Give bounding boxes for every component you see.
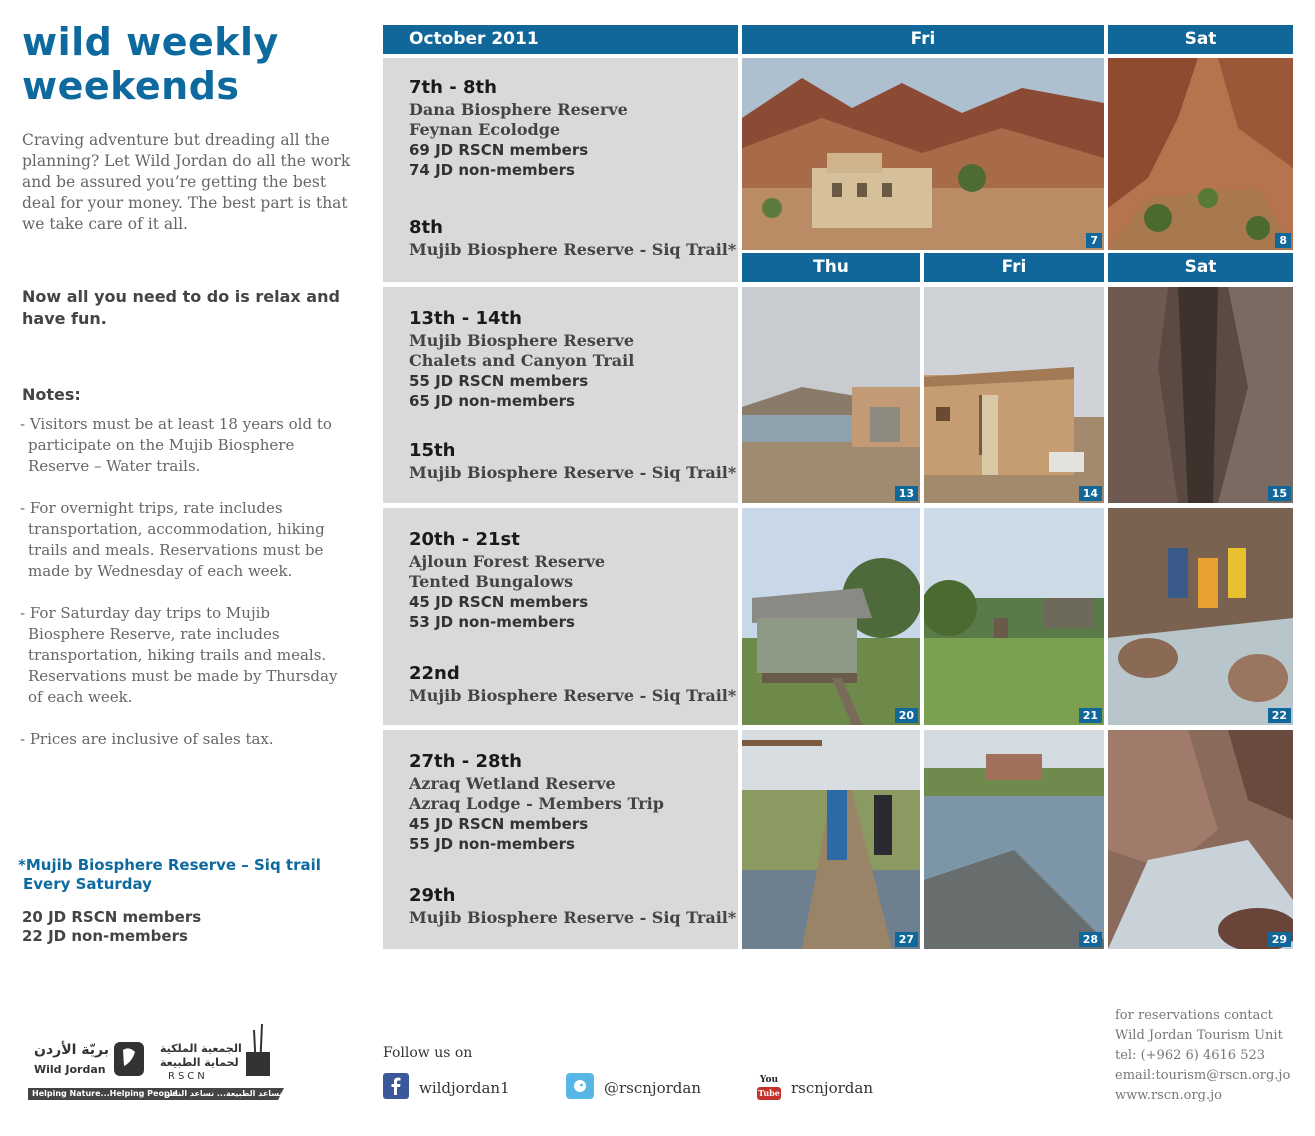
logo-tagline-arabic: نساعد الطبيعة... نساعد الناس bbox=[164, 1089, 283, 1098]
logo-rscn-text: RSCN bbox=[168, 1071, 208, 1082]
photo-feynan-ecolodge bbox=[742, 58, 1104, 250]
photo-tented-bungalow bbox=[742, 508, 920, 725]
row-dates: 13th - 14th bbox=[409, 308, 522, 329]
siq-heading-line-1: *Mujib Biosphere Reserve – Siq trail bbox=[18, 856, 321, 874]
row-place-2: Azraq Lodge - Members Trip bbox=[409, 794, 664, 813]
photo-rock-waterfall bbox=[1108, 730, 1293, 949]
photo-forest-bungalows bbox=[924, 508, 1104, 725]
photo-chalet-seaview bbox=[742, 287, 920, 503]
row-place-1: Azraq Wetland Reserve bbox=[409, 774, 616, 793]
row-siq-date: 29th bbox=[409, 885, 456, 906]
row-price-members: 55 JD RSCN members bbox=[409, 372, 589, 390]
row-siq-text: Mujib Biosphere Reserve - Siq Trail* bbox=[409, 463, 737, 482]
row-siq-text: Mujib Biosphere Reserve - Siq Trail* bbox=[409, 686, 737, 705]
notes-list bbox=[20, 414, 350, 771]
day-number: 15 bbox=[1268, 486, 1291, 501]
row-siq-text: Mujib Biosphere Reserve - Siq Trail* bbox=[409, 908, 737, 927]
logo-rscn-arabic-1: الجمعية الملكية bbox=[160, 1042, 242, 1055]
organization-logos bbox=[28, 1022, 288, 1102]
facebook-icon bbox=[383, 1073, 409, 1103]
row-place-2: Tented Bungalows bbox=[409, 572, 574, 591]
row-dates: 27th - 28th bbox=[409, 751, 522, 772]
row-price-nonmembers: 74 JD non-members bbox=[409, 161, 575, 179]
note-item: - Visitors must be at least 18 years old to participate on the Mujib Biosphere Reserve – Water trails. bbox=[20, 415, 332, 475]
note-item: - Prices are inclusive of sales tax. bbox=[20, 730, 274, 748]
row-siq-date: 22nd bbox=[409, 663, 460, 684]
weekend-row-2 bbox=[383, 287, 738, 503]
page-title bbox=[22, 20, 362, 108]
row-place-2: Chalets and Canyon Trail bbox=[409, 351, 635, 370]
facebook-link[interactable] bbox=[383, 1074, 510, 1102]
day-number: 13 bbox=[895, 486, 918, 501]
day-number: 21 bbox=[1079, 708, 1102, 723]
twitter-handle: @rscnjordan bbox=[604, 1079, 701, 1097]
contact-email[interactable]: email:tourism@rscn.org.jo bbox=[1115, 1068, 1291, 1083]
logo-wildjordan-text: Wild Jordan bbox=[34, 1063, 106, 1076]
day-number: 29 bbox=[1268, 932, 1291, 947]
day-number: 8 bbox=[1275, 233, 1291, 248]
row-place-1: Dana Biosphere Reserve bbox=[409, 100, 628, 119]
day-number: 20 bbox=[895, 708, 918, 723]
twitter-icon bbox=[566, 1073, 594, 1103]
row-siq-date: 8th bbox=[409, 217, 443, 238]
photo-mujib-siq bbox=[1108, 58, 1293, 250]
siq-trail-heading bbox=[18, 856, 348, 894]
row-siq-text: Mujib Biosphere Reserve - Siq Trail* bbox=[409, 240, 737, 259]
row-place-1: Mujib Biosphere Reserve bbox=[409, 331, 634, 350]
youtube-handle: rscnjordan bbox=[791, 1079, 873, 1097]
photo-water-trail-hikers bbox=[1108, 508, 1293, 725]
row-place-1: Ajloun Forest Reserve bbox=[409, 552, 606, 571]
intro-text: Craving adventure but dreading all the planning? Let Wild Jordan do all the work and be assured you’re getting the best deal for your money. The best part is that we take care of it all. bbox=[22, 131, 351, 233]
weekend-row-3 bbox=[383, 508, 738, 725]
day-number: 28 bbox=[1079, 932, 1102, 947]
day-number: 22 bbox=[1268, 708, 1291, 723]
row-dates: 7th - 8th bbox=[409, 77, 497, 98]
contact-website[interactable]: www.rscn.org.jo bbox=[1115, 1088, 1222, 1103]
logo-tagline: Helping Nature...Helping People bbox=[32, 1089, 178, 1098]
relax-text: Now all you need to do is relax and have fun. bbox=[22, 287, 340, 328]
reservation-contact bbox=[1115, 1006, 1310, 1106]
month-header: October 2011 bbox=[383, 25, 738, 54]
contact-line: Wild Jordan Tourism Unit bbox=[1115, 1028, 1283, 1043]
notes-heading: Notes: bbox=[22, 385, 81, 404]
day-header-fri-2: Fri bbox=[924, 253, 1104, 282]
row-dates: 20th - 21st bbox=[409, 529, 520, 550]
follow-us-label: Follow us on bbox=[383, 1045, 473, 1061]
youtube-icon-tube: Tube bbox=[758, 1088, 780, 1098]
weekend-row-1 bbox=[383, 58, 738, 282]
row-siq-date: 15th bbox=[409, 440, 456, 461]
day-number: 27 bbox=[895, 932, 918, 947]
note-item: - For Saturday day trips to Mujib Biosphere Reserve, rate includes transportation, hiking trails and meals. Reservations must be made by Thursday of each week. bbox=[20, 604, 338, 706]
facebook-handle: wildjordan1 bbox=[419, 1079, 510, 1097]
title-line-1: wild weekly bbox=[22, 20, 279, 64]
weekend-row-4 bbox=[383, 730, 738, 949]
photo-boardwalk bbox=[742, 730, 920, 949]
contact-phone: tel: (+962 6) 4616 523 bbox=[1115, 1048, 1266, 1063]
contact-line: for reservations contact bbox=[1115, 1008, 1273, 1023]
row-price-members: 45 JD RSCN members bbox=[409, 593, 589, 611]
row-place-2: Feynan Ecolodge bbox=[409, 120, 561, 139]
day-header-fri: Fri bbox=[742, 25, 1104, 54]
day-header-thu: Thu bbox=[742, 253, 920, 282]
day-number: 14 bbox=[1079, 486, 1102, 501]
siq-price-members: 20 JD RSCN members bbox=[22, 908, 202, 926]
row-price-nonmembers: 55 JD non-members bbox=[409, 835, 575, 853]
row-price-members: 69 JD RSCN members bbox=[409, 141, 589, 159]
day-header-sat: Sat bbox=[1108, 25, 1293, 54]
title-line-2: weekends bbox=[22, 64, 240, 108]
logo-wildjordan-arabic: بريّة الأردن bbox=[34, 1042, 110, 1058]
day-header-sat-2: Sat bbox=[1108, 253, 1293, 282]
photo-wetland-pool bbox=[924, 730, 1104, 949]
siq-price-nonmembers: 22 JD non-members bbox=[22, 927, 188, 945]
youtube-icon bbox=[757, 1075, 781, 1101]
row-price-members: 45 JD RSCN members bbox=[409, 815, 589, 833]
logo-rscn-arabic-2: لحماية الطبيعة bbox=[160, 1056, 239, 1069]
youtube-link[interactable] bbox=[757, 1074, 873, 1102]
row-price-nonmembers: 65 JD non-members bbox=[409, 392, 575, 410]
day-number: 7 bbox=[1086, 233, 1102, 248]
photo-chalet bbox=[924, 287, 1104, 503]
youtube-icon-you: You bbox=[757, 1075, 781, 1086]
note-item: - For overnight trips, rate includes transportation, accommodation, hiking trails and meals. Reservations must be made by Wednesday of each week. bbox=[20, 499, 325, 580]
twitter-link[interactable] bbox=[566, 1074, 701, 1102]
siq-heading-line-2: Every Saturday bbox=[23, 875, 152, 893]
photo-canyon-walls bbox=[1108, 287, 1293, 503]
row-price-nonmembers: 53 JD non-members bbox=[409, 613, 575, 631]
siq-trail-prices bbox=[22, 908, 352, 946]
